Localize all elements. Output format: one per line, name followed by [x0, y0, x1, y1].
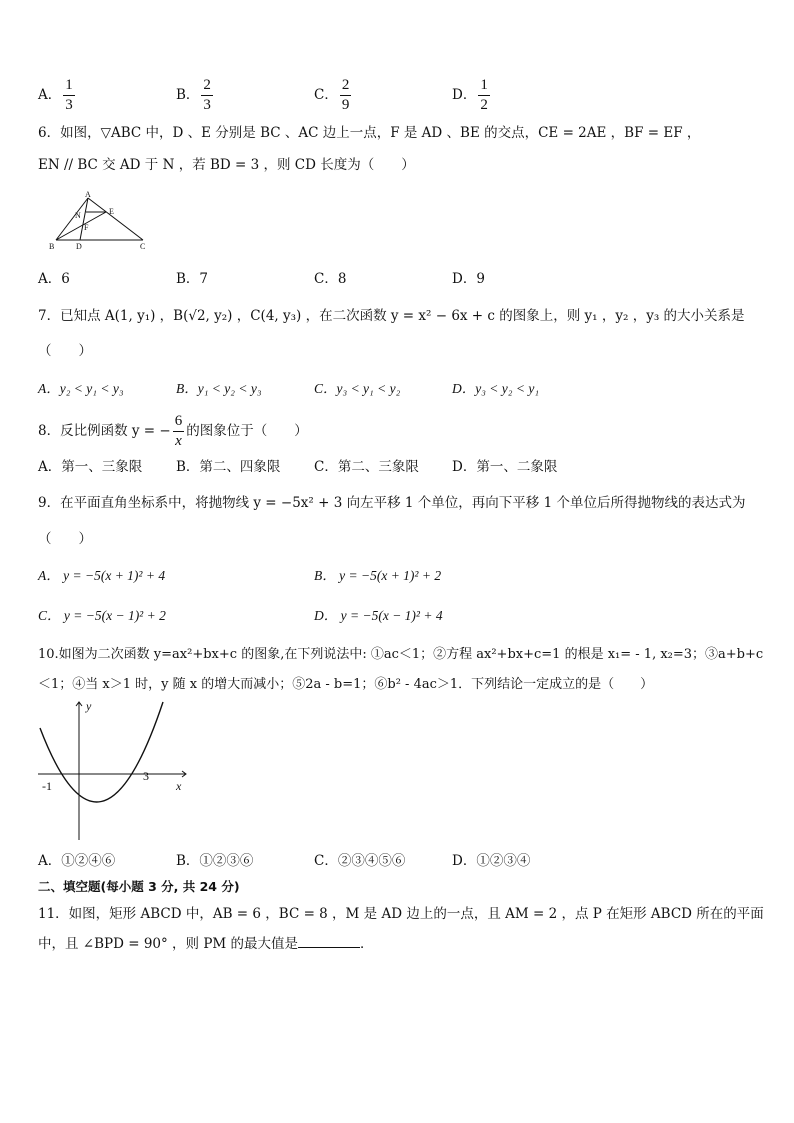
q8-option-d: D．第一、二象限 — [452, 459, 558, 475]
section-heading: 二、填空题(每小题 3 分, 共 24 分) — [38, 879, 240, 894]
q8-text: 8．反比例函数 y = − $\frac{6}{x}$ 的图象位于（ ） — [38, 413, 308, 449]
q10-option-d: D．①②③④ — [452, 853, 531, 869]
q11-text-line2: 中，且 ∠BPD = 90° ，则 PM 的最大值是 ． — [38, 936, 374, 952]
segment-ad — [80, 198, 88, 240]
q5-option-b: B． $\frac{2}{3}$ — [176, 77, 211, 113]
q7-option-b: B．y₁ < y₂ < y₃ — [176, 381, 262, 396]
fraction: $\frac{1}{2}$ — [480, 77, 488, 113]
label-c: C — [140, 242, 146, 251]
q7-option-d: D．y₃ < y₂ < y₁ — [452, 381, 540, 396]
q6-triangle-figure — [46, 190, 156, 252]
q6-text-line1: 6．如图，▽ABC 中，D 、E 分别是 BC 、AC 边上一点，F 是 AD 、BE 的交点，CE = 2AE ，BF = EF ， — [38, 125, 701, 141]
label-f: F — [84, 223, 89, 232]
y-axis-label: y — [86, 699, 92, 713]
q9-option-b: B． y = −5(x + 1)² + 2 — [314, 568, 442, 583]
x-axis-label: x — [176, 779, 182, 793]
q8-fraction: $\frac{6}{x}$ — [174, 413, 183, 449]
q9-text-line2: （ ） — [38, 531, 92, 547]
side-ac — [88, 198, 143, 240]
parabola-curve — [40, 702, 163, 802]
label-b: B — [49, 242, 55, 251]
root-label-neg1: -1 — [42, 779, 52, 793]
label-e: E — [109, 207, 114, 216]
q6-option-d: D．9 — [452, 271, 485, 287]
q10-text-line1: 10.如图为二次函数 y=ax²+bx+c 的图象,在下列说法中: ①ac＜1；②方程 ax²+bx+c=1 的根是 x₁= - 1, x₂=3；③a+b+c — [38, 647, 764, 662]
fraction: $\frac{1}{3}$ — [65, 77, 73, 113]
label-n: N — [75, 211, 81, 220]
q6-option-c: C．8 — [314, 271, 347, 287]
q5-option-d: D． $\frac{1}{2}$ — [452, 77, 488, 113]
q9-text-line1: 9．在平面直角坐标系中，将抛物线 y = −5x² + 3 向左平移 1 个单位，再向下平移 1 个单位后所得抛物线的表达式为 — [38, 495, 746, 511]
answer-blank[interactable] — [298, 935, 360, 948]
q10-option-a: A．①②④⑥ — [38, 853, 116, 869]
q5-option-c: C． $\frac{2}{9}$ — [314, 77, 350, 113]
q10-option-c: C．②③④⑤⑥ — [314, 853, 406, 869]
q6-option-a: A．6 — [38, 271, 70, 287]
fraction: $\frac{2}{3}$ — [203, 77, 211, 113]
q8-option-a: A．第一、三象限 — [38, 459, 143, 475]
q7-option-c: C．y₃ < y₁ < y₂ — [314, 381, 401, 396]
q11-text-line1: 11．如图，矩形 ABCD 中，AB = 6 ，BC = 8 ，M 是 AD 边上的一点，且 AM = 2 ，点 P 在矩形 ABCD 所在的平面 — [38, 906, 764, 922]
q10-parabola-graph — [36, 698, 196, 846]
q10-option-b: B．①②③⑥ — [176, 853, 254, 869]
q6-option-b: B．7 — [176, 271, 209, 287]
side-ab — [56, 198, 88, 240]
root-label-3: 3 — [143, 769, 149, 783]
q9-option-c: C． y = −5(x − 1)² + 2 — [38, 608, 166, 623]
q7-option-a: A．y₂ < y₁ < y₃ — [38, 381, 124, 396]
q9-option-a: A． y = −5(x + 1)² + 4 — [38, 568, 166, 583]
fraction: $\frac{2}{9}$ — [341, 77, 350, 113]
q6-text-line2: EN // BC 交 AD 于 N ，若 BD = 3 ，则 CD 长度为（ ） — [38, 157, 415, 173]
q5-option-a: A． $\frac{1}{3}$ — [38, 77, 73, 113]
label-d: D — [76, 242, 82, 251]
q7-text-line1: 7．已知点 A(1, y₁) ，B(√2, y₂) ，C(4, y₃) ，在二次函数 y = x² − 6x + c 的图象上，则 y₁ ，y₂ ，y₃ 的大小关系是 — [38, 308, 745, 324]
label-a: A — [85, 190, 91, 199]
q10-text-line2: ＜1；④当 x＞1 时，y 随 x 的增大而减小；⑤2a - b=1；⑥b² - 4ac＞1．下列结论一定成立的是（ ） — [38, 677, 654, 692]
q8-option-b: B．第二、四象限 — [176, 459, 281, 475]
q9-option-d: D． y = −5(x − 1)² + 4 — [314, 608, 443, 623]
q7-text-line2: （ ） — [38, 343, 92, 359]
q8-option-c: C．第二、三象限 — [314, 459, 419, 475]
